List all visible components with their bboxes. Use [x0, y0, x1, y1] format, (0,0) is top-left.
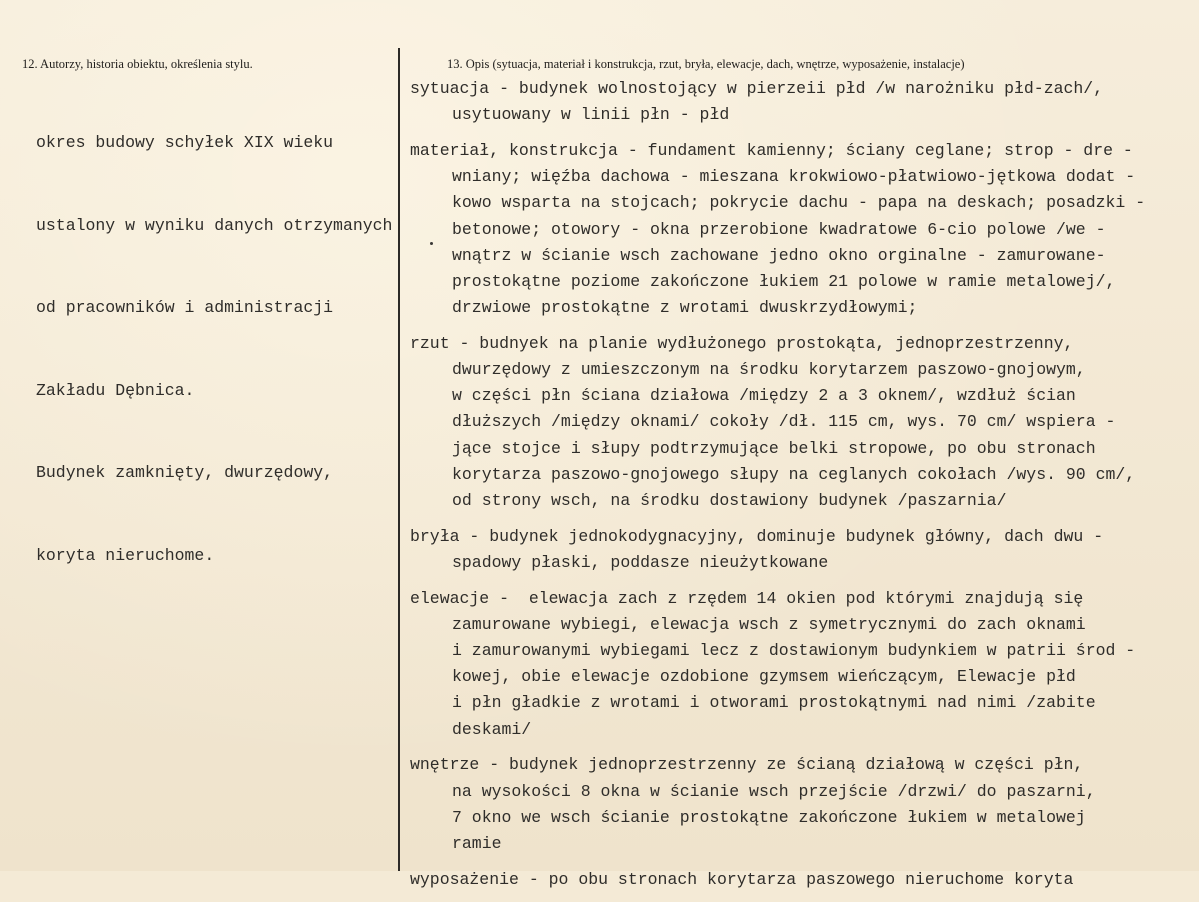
section-rzut	[410, 331, 1190, 514]
text-line: wyposażenie - po obu stronach korytarza paszowego nieruchome koryta	[410, 869, 1074, 889]
left-line: Zakładu Dębnica.	[36, 380, 195, 400]
section-sytuacja	[410, 76, 1190, 128]
left-line: Budynek zamknięty, dwurzędowy,	[36, 463, 334, 482]
section-material	[410, 138, 1190, 321]
text-line: korytarza paszowo-gnojowego słupy na ceglanych cokołach /wys. 90 cm/,	[452, 464, 1136, 484]
text-line: i zamurowanymi wybiegami lecz z dostawionym budynkiem w patrii środ -	[452, 641, 1136, 661]
text-line: drzwiowe prostokątne z wrotami dwuskrzydłowymi;	[452, 298, 918, 318]
text-line: deskami/	[452, 719, 532, 739]
text-line: wniany; więźba dachowa - mieszana krokwiowo-płatwiowo-jętkowa dodat -	[452, 167, 1136, 187]
text-line: od strony wsch, na środku dostawiony budynek /paszarnia/	[452, 491, 1007, 511]
text-line: sytuacja - budynek wolnostojący w pierzeii płd /w narożniku płd-zach/,	[410, 79, 1104, 98]
text-line: spadowy płaski, poddasze nieużytkowane	[452, 552, 829, 572]
left-line: ustalony w wyniku danych otrzymanych	[36, 215, 393, 235]
header-left: 12. Autorzy, historia obiektu, określenia stylu.	[22, 57, 253, 71]
section-bryla	[410, 524, 1190, 576]
text-line: ramie	[452, 833, 502, 853]
text-line: dwurzędowy z umieszczonym na środku korytarzem paszowo-gnojowym,	[452, 360, 1086, 380]
text-line: wnętrze - budynek jednoprzestrzenny ze ścianą działową w części płn,	[410, 755, 1084, 775]
left-line: koryta nieruchome.	[36, 545, 215, 565]
text-line: usytuowany w linii płn - płd	[452, 105, 730, 125]
text-line: elewacje - elewacja zach z rzędem 14 okien pod którymi znajdują się	[410, 588, 1084, 608]
text-line: kowej, obie elewacje ozdobione gzymsem wieńczącym, Elewacje płd	[452, 667, 1076, 687]
text-line: dłuższych /między oknami/ cokoły /dł. 115 cm, wys. 70 cm/ wspiera -	[452, 412, 1116, 432]
text-line: 7 okno we wsch ścianie prostokątne zakończone łukiem w metalowej	[452, 807, 1086, 827]
text-line: jące stojce i słupy podtrzymujące belki stropowe, po obu stronach	[452, 438, 1096, 458]
text-line: i płn gładkie z wrotami i otworami prostokątnymi nad nimi /zabite	[452, 693, 1096, 713]
text-line: kowo wsparta na stojcach; pokrycie dachu - papa na deskach; posadzki -	[452, 193, 1146, 213]
text-line: zamurowane wybiegi, elewacja wsch z symetrycznymi do zach oknami	[452, 614, 1086, 634]
text-line: materiał, konstrukcja - fundament kamienny; ściany ceglane; strop - dre -	[410, 140, 1133, 160]
text-line: prostokątne poziome zakończone łukiem 21 polowe w ramie metalowej/,	[452, 271, 1116, 291]
text-line: rzut - budnyek na planie wydłużonego prostokąta, jednoprzestrzenny,	[410, 333, 1074, 353]
text-line: wnątrz w ścianie wsch zachowane jedno okno orginalne - zamurowane-	[452, 245, 1106, 265]
text-line: w części płn ściana działowa /między 2 a 3 oknem/, wzdłuż ścian	[452, 386, 1076, 406]
text-line: betonowe; otowory - okna przerobione kwadratowe 6-cio polowe /we -	[452, 219, 1106, 239]
left-line: od pracowników i administracji	[36, 298, 334, 317]
text-line: na wysokości 8 okna w ścianie wsch przejście /drzwi/ do paszarni,	[452, 781, 1096, 801]
text-line: bryła - budynek jednokodygnacyjny, dominuje budynek główny, dach dwu -	[410, 526, 1104, 546]
left-line: okres budowy schyłek XIX wieku	[36, 133, 334, 152]
section-elewacje	[410, 586, 1190, 743]
section-wnetrze	[410, 752, 1190, 857]
description-column	[410, 76, 1190, 902]
left-column-text	[36, 74, 408, 624]
header-right: 13. Opis (sytuacja, materiał i konstrukcja, rzut, bryła, elewacje, dach, wnętrze, wyposażenie, instalacje)	[447, 57, 965, 71]
